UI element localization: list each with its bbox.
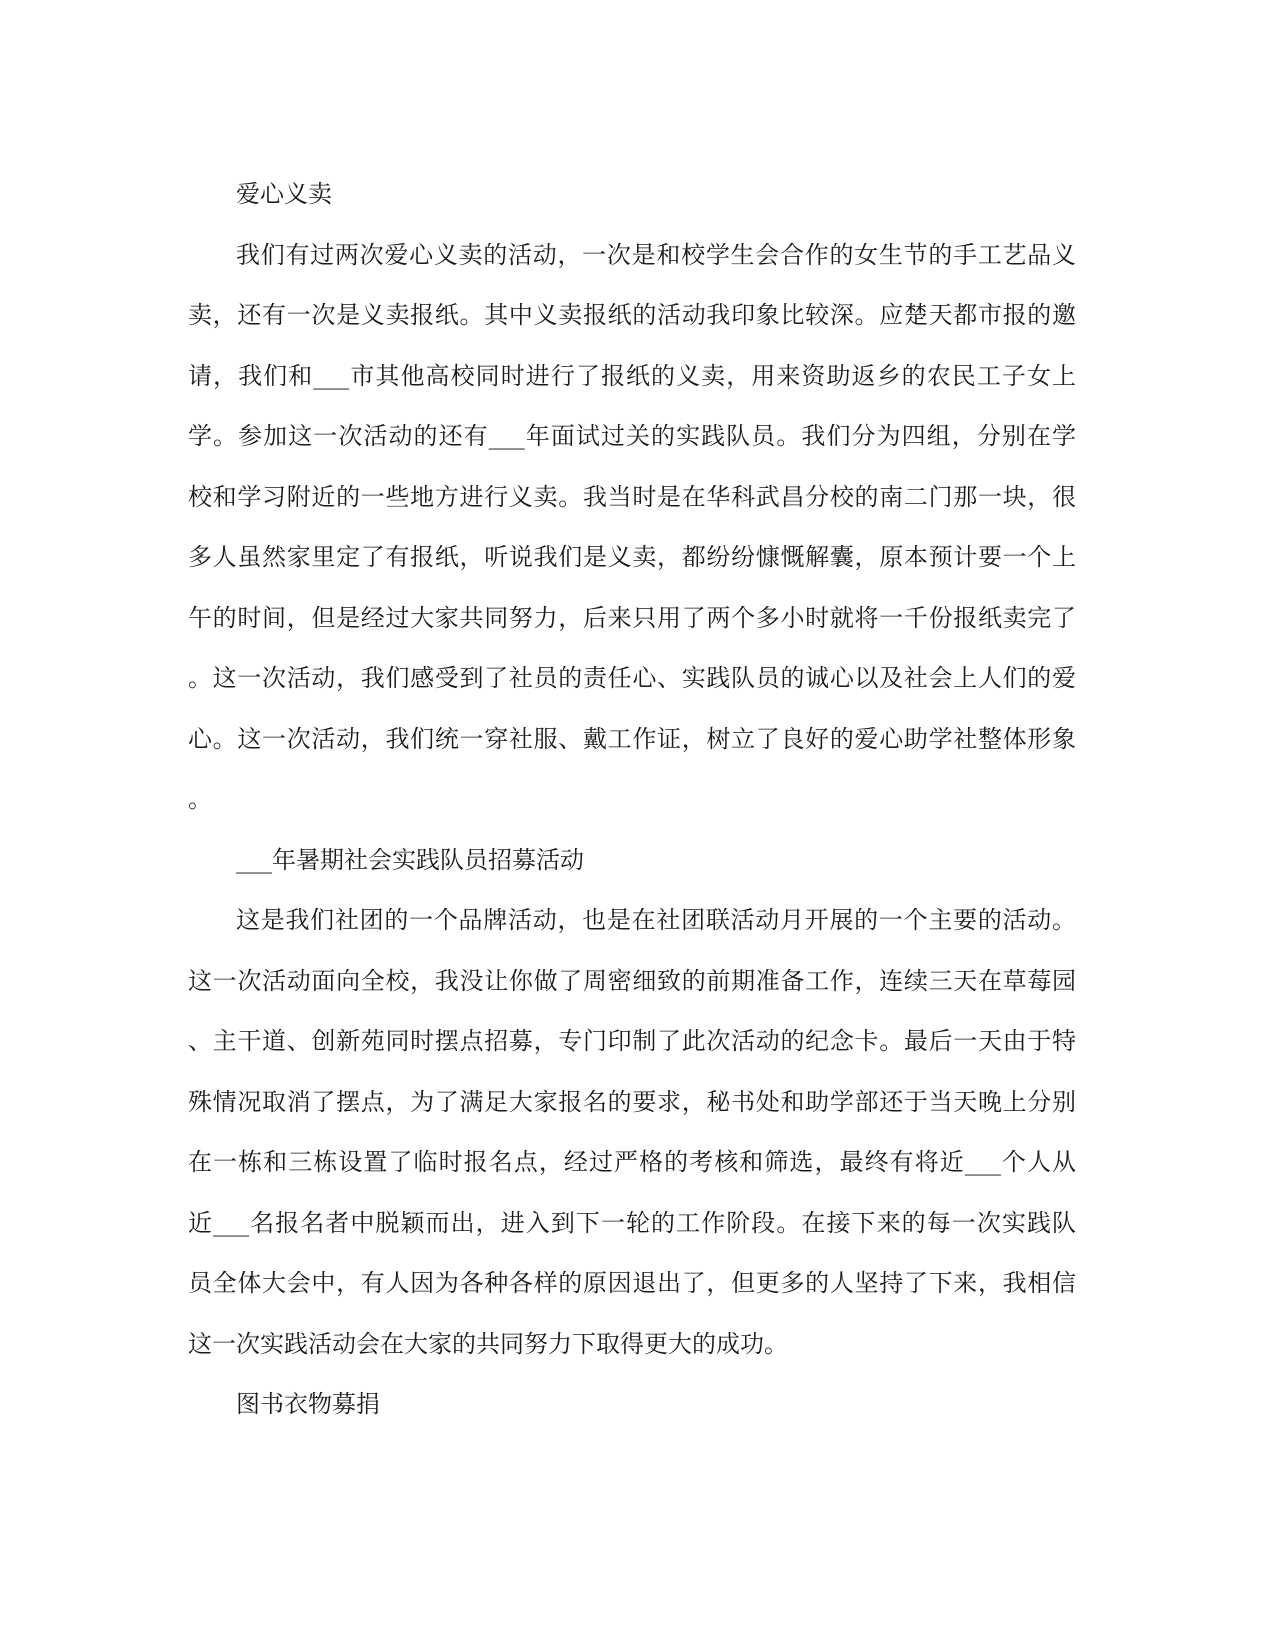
paragraph-line: 我们有过两次爱心义卖的活动，一次是和校学生会合作的女生节的手工艺品义 <box>236 240 1076 269</box>
paragraph-line: 、主干道、创新苑同时摆点招募，专门印制了此次活动的纪念卡。最后一天由于特 <box>188 1027 1076 1055</box>
document-body <box>188 164 1076 1435</box>
paragraph-line: 这一次活动面向全校，我没让你做了周密细致的前期准备工作，连续三天在草莓园 <box>188 966 1076 995</box>
section-heading: ___年暑期社会实践队员招募活动 <box>236 845 584 874</box>
paragraph-line: 。 <box>188 785 212 813</box>
paragraph-line: 员全体大会中，有人因为各种各样的原因退出了，但更多的人坚持了下来，我相信 <box>188 1269 1076 1297</box>
paragraph-line: 殊情况取消了摆点，为了满足大家报名的要求，秘书处和助学部还于当天晚上分别 <box>188 1087 1076 1116</box>
paragraph-line: 在一栋和三栋设置了临时报名点，经过严格的考核和筛选，最终有将近___个人从 <box>188 1148 1076 1176</box>
paragraph-line: 多人虽然家里定了有报纸，听说我们是义卖，都纷纷慷慨解囊，原本预计要一个上 <box>188 543 1076 571</box>
paragraph-line: 卖，还有一次是义卖报纸。其中义卖报纸的活动我印象比较深。应楚天都市报的邀 <box>188 301 1076 329</box>
paragraph-line: 这一次实践活动会在大家的共同努力下取得更大的成功。 <box>188 1329 788 1358</box>
paragraph-line: 请，我们和___市其他高校同时进行了报纸的义卖，用来资助返乡的农民工子女上 <box>188 361 1076 390</box>
paragraph-line: 学。参加这一次活动的还有___年面试过关的实践队员。我们分为四组，分别在学 <box>188 422 1076 450</box>
paragraph-line: 近___名报名者中脱颖而出，进入到下一轮的工作阶段。在接下来的每一次实践队 <box>188 1208 1076 1237</box>
paragraph-line: 校和学习附近的一些地方进行义卖。我当时是在华科武昌分校的南二门那一块，很 <box>188 482 1076 511</box>
paragraph-line: 心。这一次活动，我们统一穿社服、戴工作证，树立了良好的爱心助学社整体形象 <box>188 724 1076 753</box>
paragraph-line: 。这一次活动，我们感受到了社员的责任心、实践队员的诚心以及社会上人们的爱 <box>188 664 1076 692</box>
paragraph-line: 这是我们社团的一个品牌活动，也是在社团联活动月开展的一个主要的活动。 <box>236 906 1076 934</box>
section-heading: 图书衣物募捐 <box>236 1390 380 1418</box>
section-heading: 爱心义卖 <box>236 180 332 208</box>
paragraph-line: 午的时间，但是经过大家共同努力，后来只用了两个多小时就将一千份报纸卖完了 <box>188 603 1076 632</box>
